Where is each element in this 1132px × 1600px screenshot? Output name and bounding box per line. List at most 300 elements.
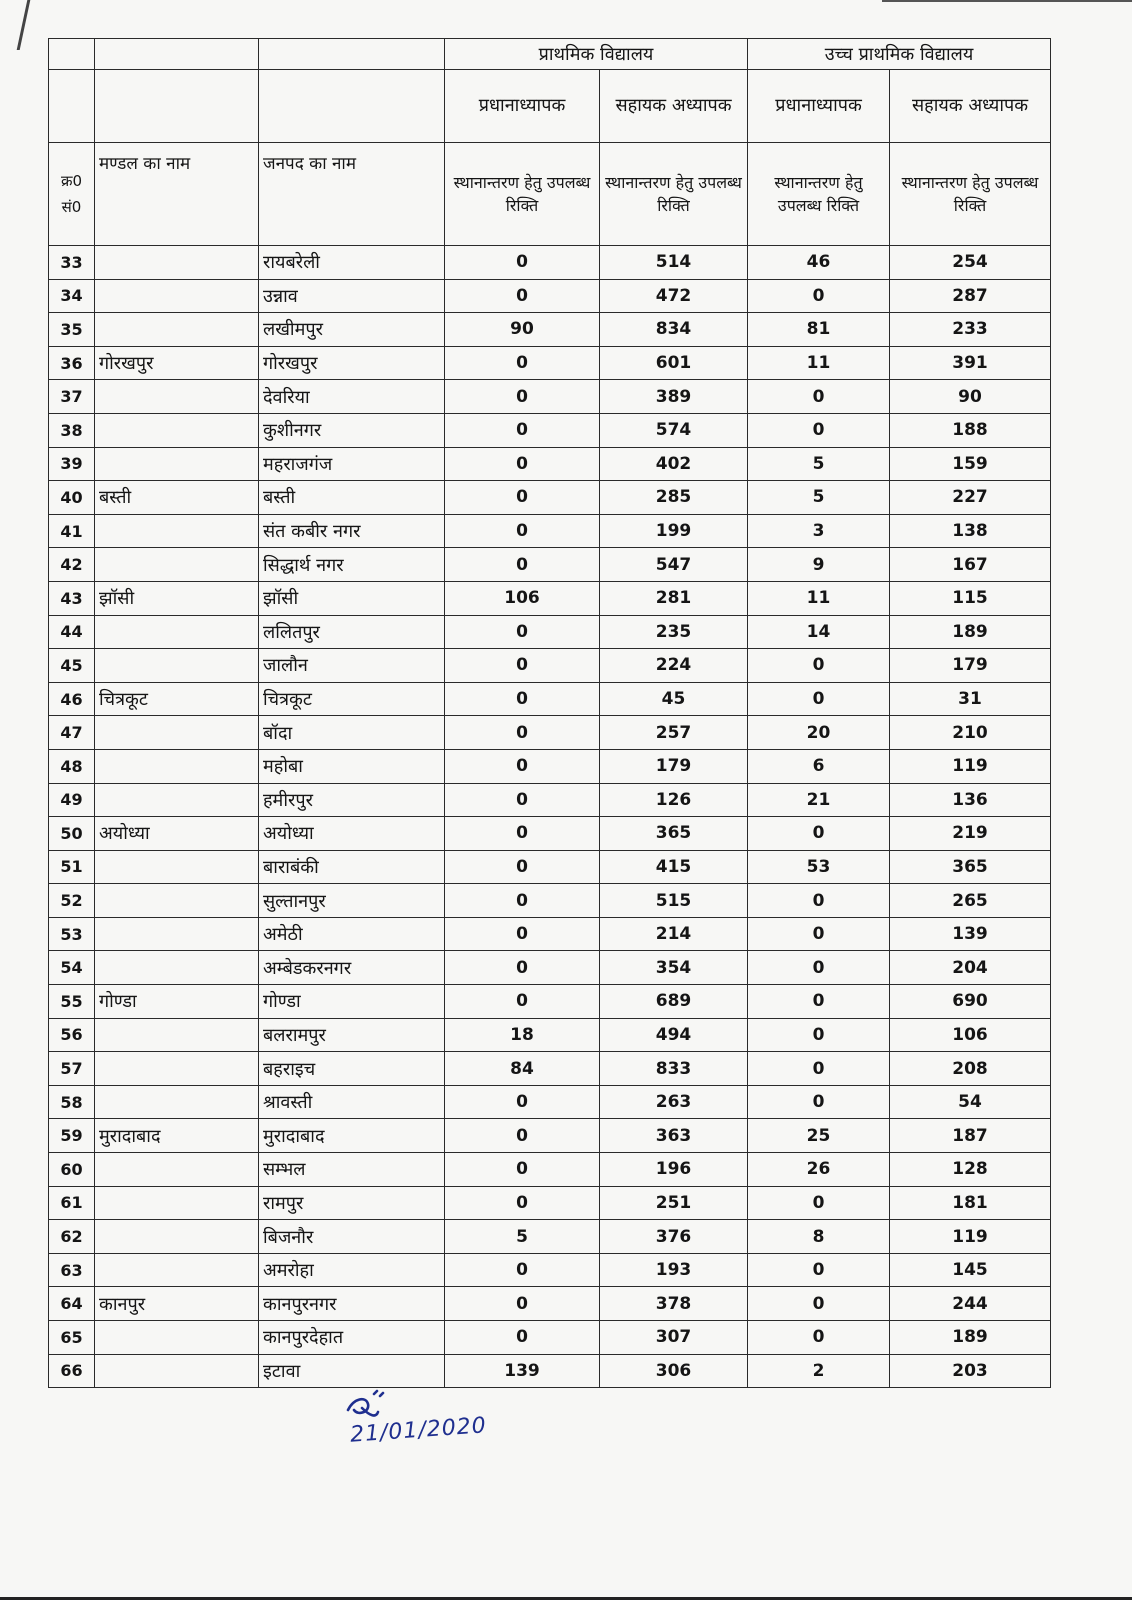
primary-headmaster-vacancy-cell: 0 xyxy=(445,279,600,313)
primary-headmaster-vacancy-cell: 0 xyxy=(445,346,600,380)
table-row xyxy=(49,514,1051,548)
upper-headmaster-vacancy-cell: 11 xyxy=(748,581,890,615)
serial-number-cell: 52 xyxy=(49,884,95,918)
upper-headmaster-vacancy-cell: 0 xyxy=(748,1287,890,1321)
serial-number-cell: 53 xyxy=(49,917,95,951)
header-serial: क्र0 सं0 xyxy=(49,143,95,246)
upper-assistant-vacancy-cell: 136 xyxy=(890,783,1051,817)
header-row-posts xyxy=(49,70,1051,143)
division-name-cell xyxy=(95,313,259,347)
district-name-cell: देवरिया xyxy=(259,380,445,414)
upper-headmaster-vacancy-cell: 26 xyxy=(748,1153,890,1187)
primary-headmaster-vacancy-cell: 0 xyxy=(445,413,600,447)
table-row xyxy=(49,749,1051,783)
district-name-cell: महराजगंज xyxy=(259,447,445,481)
table-body xyxy=(49,246,1051,1388)
table-row xyxy=(49,1153,1051,1187)
header-blank xyxy=(49,39,95,70)
upper-assistant-vacancy-cell: 119 xyxy=(890,1220,1051,1254)
upper-assistant-vacancy-cell: 90 xyxy=(890,380,1051,414)
serial-number-cell: 34 xyxy=(49,279,95,313)
upper-headmaster-vacancy-cell: 0 xyxy=(748,380,890,414)
table-row xyxy=(49,1018,1051,1052)
table-row xyxy=(49,380,1051,414)
division-name-cell xyxy=(95,380,259,414)
header-primary-assistant: सहायक अध्यापक xyxy=(600,70,748,143)
table-row xyxy=(49,346,1051,380)
table-row xyxy=(49,1220,1051,1254)
district-name-cell: अमेठी xyxy=(259,917,445,951)
header-blank xyxy=(259,39,445,70)
serial-number-cell: 66 xyxy=(49,1354,95,1388)
division-name-cell xyxy=(95,783,259,817)
header-upper-primary-school: उच्च प्राथमिक विद्यालय xyxy=(748,39,1051,70)
serial-number-cell: 33 xyxy=(49,246,95,280)
upper-headmaster-vacancy-cell: 5 xyxy=(748,447,890,481)
primary-headmaster-vacancy-cell: 0 xyxy=(445,1321,600,1355)
primary-headmaster-vacancy-cell: 0 xyxy=(445,447,600,481)
header-primary-headmaster: प्रधानाध्यापक xyxy=(445,70,600,143)
serial-number-cell: 58 xyxy=(49,1085,95,1119)
primary-headmaster-vacancy-cell: 0 xyxy=(445,682,600,716)
district-name-cell: सम्भल xyxy=(259,1153,445,1187)
upper-assistant-vacancy-cell: 365 xyxy=(890,850,1051,884)
upper-headmaster-vacancy-cell: 0 xyxy=(748,1085,890,1119)
primary-headmaster-vacancy-cell: 0 xyxy=(445,615,600,649)
header-vacancy-label: स्थानान्तरण हेतु उपलब्ध रिक्ति xyxy=(600,143,748,246)
upper-headmaster-vacancy-cell: 0 xyxy=(748,917,890,951)
serial-number-cell: 60 xyxy=(49,1153,95,1187)
primary-assistant-vacancy-cell: 45 xyxy=(600,682,748,716)
district-name-cell: मुरादाबाद xyxy=(259,1119,445,1153)
serial-number-cell: 46 xyxy=(49,682,95,716)
upper-headmaster-vacancy-cell: 0 xyxy=(748,985,890,1019)
serial-number-cell: 47 xyxy=(49,716,95,750)
serial-number-cell: 45 xyxy=(49,649,95,683)
primary-headmaster-vacancy-cell: 0 xyxy=(445,380,600,414)
primary-headmaster-vacancy-cell: 0 xyxy=(445,1119,600,1153)
upper-headmaster-vacancy-cell: 53 xyxy=(748,850,890,884)
upper-assistant-vacancy-cell: 187 xyxy=(890,1119,1051,1153)
table-row xyxy=(49,1287,1051,1321)
upper-headmaster-vacancy-cell: 8 xyxy=(748,1220,890,1254)
primary-assistant-vacancy-cell: 494 xyxy=(600,1018,748,1052)
primary-headmaster-vacancy-cell: 0 xyxy=(445,481,600,515)
division-name-cell xyxy=(95,951,259,985)
table-row xyxy=(49,985,1051,1019)
primary-assistant-vacancy-cell: 224 xyxy=(600,649,748,683)
division-name-cell xyxy=(95,1186,259,1220)
header-vacancy-label: स्थानान्तरण हेतु उपलब्ध रिक्ति xyxy=(445,143,600,246)
table-row xyxy=(49,1085,1051,1119)
district-name-cell: इटावा xyxy=(259,1354,445,1388)
primary-assistant-vacancy-cell: 574 xyxy=(600,413,748,447)
division-name-cell xyxy=(95,615,259,649)
primary-assistant-vacancy-cell: 235 xyxy=(600,615,748,649)
upper-assistant-vacancy-cell: 181 xyxy=(890,1186,1051,1220)
primary-headmaster-vacancy-cell: 0 xyxy=(445,884,600,918)
table-row xyxy=(49,548,1051,582)
division-name-cell xyxy=(95,850,259,884)
primary-headmaster-vacancy-cell: 0 xyxy=(445,850,600,884)
serial-number-cell: 36 xyxy=(49,346,95,380)
upper-headmaster-vacancy-cell: 46 xyxy=(748,246,890,280)
primary-headmaster-vacancy-cell: 0 xyxy=(445,246,600,280)
table-row xyxy=(49,917,1051,951)
serial-number-cell: 51 xyxy=(49,850,95,884)
district-name-cell: बाराबंकी xyxy=(259,850,445,884)
district-name-cell: कुशीनगर xyxy=(259,413,445,447)
division-name-cell xyxy=(95,917,259,951)
primary-headmaster-vacancy-cell: 0 xyxy=(445,1153,600,1187)
district-name-cell: उन्नाव xyxy=(259,279,445,313)
district-name-cell: गोण्डा xyxy=(259,985,445,1019)
primary-assistant-vacancy-cell: 547 xyxy=(600,548,748,582)
district-name-cell: कानपुरनगर xyxy=(259,1287,445,1321)
upper-headmaster-vacancy-cell: 0 xyxy=(748,817,890,851)
primary-assistant-vacancy-cell: 257 xyxy=(600,716,748,750)
header-blank xyxy=(95,39,259,70)
serial-number-cell: 62 xyxy=(49,1220,95,1254)
upper-headmaster-vacancy-cell: 14 xyxy=(748,615,890,649)
serial-number-cell: 56 xyxy=(49,1018,95,1052)
primary-assistant-vacancy-cell: 251 xyxy=(600,1186,748,1220)
serial-number-cell: 54 xyxy=(49,951,95,985)
table-row xyxy=(49,649,1051,683)
primary-assistant-vacancy-cell: 307 xyxy=(600,1321,748,1355)
district-name-cell: अम्बेडकरनगर xyxy=(259,951,445,985)
upper-assistant-vacancy-cell: 54 xyxy=(890,1085,1051,1119)
primary-headmaster-vacancy-cell: 106 xyxy=(445,581,600,615)
vacancy-table xyxy=(48,38,1051,1388)
header-primary-school: प्राथमिक विद्यालय xyxy=(445,39,748,70)
primary-assistant-vacancy-cell: 601 xyxy=(600,346,748,380)
header-division-name: मण्डल का नाम xyxy=(95,143,259,246)
upper-headmaster-vacancy-cell: 0 xyxy=(748,884,890,918)
division-name-cell xyxy=(95,1153,259,1187)
district-name-cell: झॉसी xyxy=(259,581,445,615)
division-name-cell: चित्रकूट xyxy=(95,682,259,716)
signature-initial-mark xyxy=(340,1388,400,1424)
division-name-cell xyxy=(95,279,259,313)
primary-headmaster-vacancy-cell: 0 xyxy=(445,817,600,851)
serial-number-cell: 41 xyxy=(49,514,95,548)
upper-headmaster-vacancy-cell: 2 xyxy=(748,1354,890,1388)
table-row xyxy=(49,1119,1051,1153)
table-row xyxy=(49,1052,1051,1086)
division-name-cell: गोरखपुर xyxy=(95,346,259,380)
serial-number-cell: 64 xyxy=(49,1287,95,1321)
primary-assistant-vacancy-cell: 833 xyxy=(600,1052,748,1086)
primary-headmaster-vacancy-cell: 0 xyxy=(445,716,600,750)
primary-assistant-vacancy-cell: 514 xyxy=(600,246,748,280)
upper-headmaster-vacancy-cell: 0 xyxy=(748,279,890,313)
table-row xyxy=(49,951,1051,985)
primary-assistant-vacancy-cell: 193 xyxy=(600,1253,748,1287)
primary-headmaster-vacancy-cell: 0 xyxy=(445,1253,600,1287)
serial-number-cell: 50 xyxy=(49,817,95,851)
table-row xyxy=(49,1186,1051,1220)
upper-assistant-vacancy-cell: 210 xyxy=(890,716,1051,750)
serial-number-cell: 44 xyxy=(49,615,95,649)
upper-headmaster-vacancy-cell: 5 xyxy=(748,481,890,515)
division-name-cell xyxy=(95,447,259,481)
serial-number-cell: 37 xyxy=(49,380,95,414)
district-name-cell: अमरोहा xyxy=(259,1253,445,1287)
upper-headmaster-vacancy-cell: 9 xyxy=(748,548,890,582)
primary-headmaster-vacancy-cell: 0 xyxy=(445,749,600,783)
upper-assistant-vacancy-cell: 189 xyxy=(890,615,1051,649)
primary-assistant-vacancy-cell: 378 xyxy=(600,1287,748,1321)
primary-assistant-vacancy-cell: 354 xyxy=(600,951,748,985)
division-name-cell xyxy=(95,514,259,548)
serial-number-cell: 49 xyxy=(49,783,95,817)
table-row xyxy=(49,1354,1051,1388)
primary-assistant-vacancy-cell: 126 xyxy=(600,783,748,817)
district-name-cell: चित्रकूट xyxy=(259,682,445,716)
division-name-cell xyxy=(95,749,259,783)
header-blank xyxy=(259,70,445,143)
primary-assistant-vacancy-cell: 306 xyxy=(600,1354,748,1388)
upper-headmaster-vacancy-cell: 3 xyxy=(748,514,890,548)
header-district-name: जनपद का नाम xyxy=(259,143,445,246)
upper-assistant-vacancy-cell: 179 xyxy=(890,649,1051,683)
upper-headmaster-vacancy-cell: 0 xyxy=(748,1321,890,1355)
primary-headmaster-vacancy-cell: 0 xyxy=(445,649,600,683)
division-name-cell: गोण्डा xyxy=(95,985,259,1019)
upper-assistant-vacancy-cell: 115 xyxy=(890,581,1051,615)
primary-headmaster-vacancy-cell: 139 xyxy=(445,1354,600,1388)
serial-number-cell: 57 xyxy=(49,1052,95,1086)
primary-headmaster-vacancy-cell: 18 xyxy=(445,1018,600,1052)
primary-headmaster-vacancy-cell: 0 xyxy=(445,1186,600,1220)
upper-assistant-vacancy-cell: 31 xyxy=(890,682,1051,716)
primary-headmaster-vacancy-cell: 90 xyxy=(445,313,600,347)
upper-headmaster-vacancy-cell: 0 xyxy=(748,682,890,716)
division-name-cell xyxy=(95,1052,259,1086)
division-name-cell xyxy=(95,246,259,280)
table-row xyxy=(49,481,1051,515)
division-name-cell: कानपुर xyxy=(95,1287,259,1321)
upper-assistant-vacancy-cell: 287 xyxy=(890,279,1051,313)
primary-headmaster-vacancy-cell: 5 xyxy=(445,1220,600,1254)
upper-assistant-vacancy-cell: 265 xyxy=(890,884,1051,918)
table-row xyxy=(49,413,1051,447)
primary-assistant-vacancy-cell: 415 xyxy=(600,850,748,884)
table-row xyxy=(49,783,1051,817)
upper-assistant-vacancy-cell: 203 xyxy=(890,1354,1051,1388)
upper-assistant-vacancy-cell: 189 xyxy=(890,1321,1051,1355)
table-row xyxy=(49,313,1051,347)
district-name-cell: सुल्तानपुर xyxy=(259,884,445,918)
division-name-cell xyxy=(95,1085,259,1119)
upper-assistant-vacancy-cell: 254 xyxy=(890,246,1051,280)
district-name-cell: श्रावस्ती xyxy=(259,1085,445,1119)
upper-assistant-vacancy-cell: 106 xyxy=(890,1018,1051,1052)
district-name-cell: जालौन xyxy=(259,649,445,683)
header-row-labels xyxy=(49,143,1051,246)
primary-headmaster-vacancy-cell: 0 xyxy=(445,917,600,951)
primary-assistant-vacancy-cell: 214 xyxy=(600,917,748,951)
upper-headmaster-vacancy-cell: 20 xyxy=(748,716,890,750)
serial-number-cell: 40 xyxy=(49,481,95,515)
division-name-cell xyxy=(95,413,259,447)
primary-assistant-vacancy-cell: 199 xyxy=(600,514,748,548)
primary-assistant-vacancy-cell: 263 xyxy=(600,1085,748,1119)
header-vacancy-label: स्थानान्तरण हेतु उपलब्ध रिक्ति xyxy=(748,143,890,246)
serial-number-cell: 39 xyxy=(49,447,95,481)
upper-headmaster-vacancy-cell: 0 xyxy=(748,1018,890,1052)
upper-headmaster-vacancy-cell: 11 xyxy=(748,346,890,380)
upper-assistant-vacancy-cell: 219 xyxy=(890,817,1051,851)
primary-assistant-vacancy-cell: 402 xyxy=(600,447,748,481)
division-name-cell: बस्ती xyxy=(95,481,259,515)
primary-assistant-vacancy-cell: 376 xyxy=(600,1220,748,1254)
table-row xyxy=(49,279,1051,313)
upper-headmaster-vacancy-cell: 0 xyxy=(748,1253,890,1287)
serial-number-cell: 63 xyxy=(49,1253,95,1287)
upper-assistant-vacancy-cell: 119 xyxy=(890,749,1051,783)
upper-headmaster-vacancy-cell: 81 xyxy=(748,313,890,347)
upper-headmaster-vacancy-cell: 0 xyxy=(748,1052,890,1086)
division-name-cell xyxy=(95,1321,259,1355)
district-name-cell: लखीमपुर xyxy=(259,313,445,347)
upper-assistant-vacancy-cell: 139 xyxy=(890,917,1051,951)
table-row xyxy=(49,447,1051,481)
upper-assistant-vacancy-cell: 128 xyxy=(890,1153,1051,1187)
primary-headmaster-vacancy-cell: 0 xyxy=(445,1085,600,1119)
upper-assistant-vacancy-cell: 391 xyxy=(890,346,1051,380)
division-name-cell xyxy=(95,1220,259,1254)
table-row xyxy=(49,850,1051,884)
upper-assistant-vacancy-cell: 159 xyxy=(890,447,1051,481)
division-name-cell xyxy=(95,716,259,750)
district-name-cell: संत कबीर नगर xyxy=(259,514,445,548)
header-upper-headmaster: प्रधानाध्यापक xyxy=(748,70,890,143)
serial-number-cell: 59 xyxy=(49,1119,95,1153)
upper-assistant-vacancy-cell: 244 xyxy=(890,1287,1051,1321)
division-name-cell xyxy=(95,649,259,683)
header-upper-assistant: सहायक अध्यापक xyxy=(890,70,1051,143)
table-row xyxy=(49,817,1051,851)
serial-number-cell: 43 xyxy=(49,581,95,615)
upper-assistant-vacancy-cell: 208 xyxy=(890,1052,1051,1086)
serial-number-cell: 35 xyxy=(49,313,95,347)
district-name-cell: बॉदा xyxy=(259,716,445,750)
division-name-cell: मुरादाबाद xyxy=(95,1119,259,1153)
table-row xyxy=(49,1253,1051,1287)
division-name-cell xyxy=(95,1018,259,1052)
upper-headmaster-vacancy-cell: 0 xyxy=(748,413,890,447)
serial-number-cell: 55 xyxy=(49,985,95,1019)
primary-headmaster-vacancy-cell: 0 xyxy=(445,985,600,1019)
upper-assistant-vacancy-cell: 145 xyxy=(890,1253,1051,1287)
division-name-cell xyxy=(95,1253,259,1287)
table-row xyxy=(49,246,1051,280)
table-row xyxy=(49,1321,1051,1355)
district-name-cell: रामपुर xyxy=(259,1186,445,1220)
upper-headmaster-vacancy-cell: 6 xyxy=(748,749,890,783)
district-name-cell: अयोध्या xyxy=(259,817,445,851)
district-name-cell: कानपुरदेहात xyxy=(259,1321,445,1355)
upper-assistant-vacancy-cell: 233 xyxy=(890,313,1051,347)
upper-assistant-vacancy-cell: 204 xyxy=(890,951,1051,985)
district-name-cell: गोरखपुर xyxy=(259,346,445,380)
upper-headmaster-vacancy-cell: 25 xyxy=(748,1119,890,1153)
upper-assistant-vacancy-cell: 167 xyxy=(890,548,1051,582)
primary-assistant-vacancy-cell: 472 xyxy=(600,279,748,313)
district-name-cell: बलरामपुर xyxy=(259,1018,445,1052)
upper-assistant-vacancy-cell: 690 xyxy=(890,985,1051,1019)
upper-assistant-vacancy-cell: 188 xyxy=(890,413,1051,447)
scan-edge-line-top xyxy=(882,0,1132,2)
division-name-cell xyxy=(95,884,259,918)
primary-assistant-vacancy-cell: 281 xyxy=(600,581,748,615)
district-name-cell: सिद्धार्थ नगर xyxy=(259,548,445,582)
division-name-cell: अयोध्या xyxy=(95,817,259,851)
table-row xyxy=(49,884,1051,918)
district-name-cell: रायबरेली xyxy=(259,246,445,280)
header-blank xyxy=(49,70,95,143)
primary-assistant-vacancy-cell: 179 xyxy=(600,749,748,783)
district-name-cell: बिजनौर xyxy=(259,1220,445,1254)
division-name-cell xyxy=(95,1354,259,1388)
district-name-cell: बहराइच xyxy=(259,1052,445,1086)
upper-assistant-vacancy-cell: 138 xyxy=(890,514,1051,548)
upper-headmaster-vacancy-cell: 0 xyxy=(748,649,890,683)
district-name-cell: बस्ती xyxy=(259,481,445,515)
serial-number-cell: 65 xyxy=(49,1321,95,1355)
upper-headmaster-vacancy-cell: 0 xyxy=(748,1186,890,1220)
primary-assistant-vacancy-cell: 834 xyxy=(600,313,748,347)
upper-headmaster-vacancy-cell: 21 xyxy=(748,783,890,817)
table-row xyxy=(49,716,1051,750)
serial-number-cell: 38 xyxy=(49,413,95,447)
serial-number-cell: 61 xyxy=(49,1186,95,1220)
upper-assistant-vacancy-cell: 227 xyxy=(890,481,1051,515)
header-row-groups xyxy=(49,39,1051,70)
handwritten-signature xyxy=(340,1388,488,1468)
upper-headmaster-vacancy-cell: 0 xyxy=(748,951,890,985)
primary-assistant-vacancy-cell: 363 xyxy=(600,1119,748,1153)
primary-headmaster-vacancy-cell: 0 xyxy=(445,951,600,985)
primary-headmaster-vacancy-cell: 84 xyxy=(445,1052,600,1086)
district-name-cell: ललितपुर xyxy=(259,615,445,649)
serial-number-cell: 42 xyxy=(49,548,95,582)
primary-headmaster-vacancy-cell: 0 xyxy=(445,1287,600,1321)
primary-assistant-vacancy-cell: 196 xyxy=(600,1153,748,1187)
primary-assistant-vacancy-cell: 389 xyxy=(600,380,748,414)
table-row xyxy=(49,581,1051,615)
primary-assistant-vacancy-cell: 689 xyxy=(600,985,748,1019)
primary-assistant-vacancy-cell: 515 xyxy=(600,884,748,918)
district-name-cell: महोबा xyxy=(259,749,445,783)
primary-assistant-vacancy-cell: 365 xyxy=(600,817,748,851)
signature-date: 21/01/2020 xyxy=(349,1413,488,1448)
district-name-cell: हमीरपुर xyxy=(259,783,445,817)
primary-headmaster-vacancy-cell: 0 xyxy=(445,514,600,548)
division-name-cell: झॉसी xyxy=(95,581,259,615)
division-name-cell xyxy=(95,548,259,582)
header-blank xyxy=(95,70,259,143)
primary-headmaster-vacancy-cell: 0 xyxy=(445,783,600,817)
table-row xyxy=(49,615,1051,649)
header-vacancy-label: स्थानान्तरण हेतु उपलब्ध रिक्ति xyxy=(890,143,1051,246)
primary-assistant-vacancy-cell: 285 xyxy=(600,481,748,515)
serial-number-cell: 48 xyxy=(49,749,95,783)
primary-headmaster-vacancy-cell: 0 xyxy=(445,548,600,582)
table-row xyxy=(49,682,1051,716)
